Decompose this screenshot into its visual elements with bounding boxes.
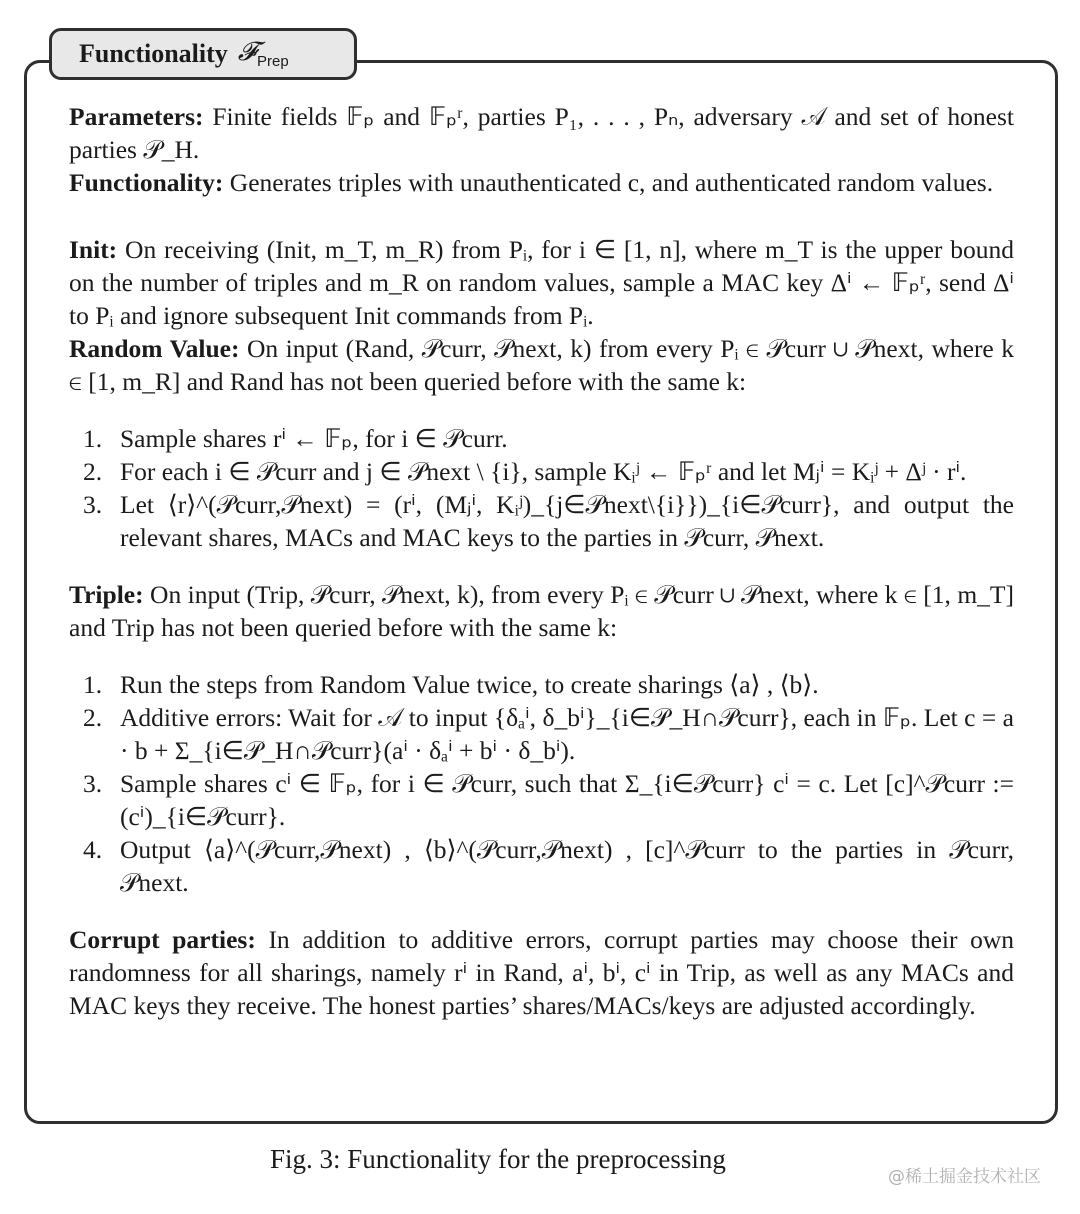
- functionality-content: [69, 100, 1014, 1022]
- random-value-heading: Random Value:: [69, 334, 240, 363]
- random-value-text: On input (Rand, 𝒫curr, 𝒫next, k) from every Pᵢ ∈ 𝒫curr ∪ 𝒫next, where k ∈ [1, m_R] and Rand has not been queried before with the same k:: [69, 334, 1015, 396]
- parameters-text: Finite fields 𝔽ₚ and 𝔽ₚʳ, parties P₁, . . . , Pₙ, adversary 𝒜 and set of honest parties 𝒫_H.: [69, 102, 1015, 164]
- list-item: 3. Sample shares cⁱ ∈ 𝔽ₚ, for i ∈ 𝒫curr, such that Σ_{i∈𝒫curr} cⁱ = c. Let [c]^𝒫curr := (cⁱ)_{i∈𝒫curr}.: [83, 769, 1014, 831]
- triple-steps: [69, 668, 1014, 899]
- init-text: On receiving (Init, m_T, m_R) from Pᵢ, for i ∈ [1, n], where m_T is the upper bound on the number of triples and m_R on random values, sample a MAC key Δⁱ ← 𝔽ₚʳ, send Δⁱ to Pᵢ and ignore subsequent Init commands from Pᵢ.: [69, 235, 1015, 330]
- list-item: 4. Output ⟨a⟩^(𝒫curr,𝒫next) , ⟨b⟩^(𝒫curr,𝒫next) , [c]^𝒫curr to the parties in 𝒫curr, 𝒫next.: [83, 835, 1014, 897]
- watermark: @稀土掘金技术社区: [888, 1167, 1041, 1187]
- title-subscript: Prep: [257, 53, 289, 71]
- random-value-steps: [69, 422, 1014, 554]
- parameters-paragraph: [69, 100, 1014, 166]
- functionality-paragraph: [69, 166, 1014, 199]
- list-item: 1. Sample shares rⁱ ← 𝔽ₚ, for i ∈ 𝒫curr.: [83, 424, 508, 453]
- triple-paragraph: [69, 578, 1014, 644]
- random-value-paragraph: [69, 332, 1014, 398]
- figure-caption: Fig. 3: Functionality for the preprocessing: [270, 1144, 726, 1174]
- triple-heading: Triple:: [69, 580, 144, 609]
- corrupt-heading: Corrupt parties:: [69, 925, 256, 954]
- list-item: 2. For each i ∈ 𝒫curr and j ∈ 𝒫next \ {i}, sample Kᵢʲ ← 𝔽ₚʳ and let Mⱼⁱ = Kᵢʲ + Δʲ · rⁱ.: [83, 457, 967, 486]
- title-symbol: 𝓕$_{Prep}$: [237, 37, 289, 71]
- corrupt-paragraph: [69, 923, 1014, 1022]
- init-heading: Init:: [69, 235, 118, 264]
- corrupt-text: In addition to additive errors, corrupt parties may choose their own randomness for all sharings, namely rⁱ in Rand, aⁱ, bⁱ, cⁱ in Trip, as well as any MACs and MAC keys they receive. The honest parties’ shares/MACs/keys are adjusted accordingly.: [69, 925, 1015, 1020]
- functionality-text: Generates triples with unauthenticated c, and authenticated random values.: [229, 168, 994, 197]
- list-item: 1. Run the steps from Random Value twice, to create sharings ⟨a⟩ , ⟨b⟩.: [83, 670, 819, 699]
- functionality-heading: Functionality:: [69, 168, 224, 197]
- title-label: Functionality: [79, 39, 228, 68]
- list-item: 2. Additive errors: Wait for 𝒜 to input {δₐⁱ, δ_bⁱ}_{i∈𝒫_H∩𝒫curr}, each in 𝔽ₚ. Let c = a · b + Σ_{i∈𝒫_H∩𝒫curr}(aⁱ · δₐⁱ + bⁱ · δ_bⁱ).: [83, 703, 1014, 765]
- init-paragraph: [69, 233, 1014, 332]
- functionality-title: [49, 28, 357, 80]
- triple-text: On input (Trip, 𝒫curr, 𝒫next, k), from every Pᵢ ∈ 𝒫curr ∪ 𝒫next, where k ∈ [1, m_T] and Trip has not been queried before with the same k:: [69, 580, 1015, 642]
- parameters-heading: Parameters:: [69, 102, 204, 131]
- list-item: 3. Let ⟨r⟩^(𝒫curr,𝒫next) = (rⁱ, (Mⱼⁱ, Kᵢʲ)_{j∈𝒫next\{i}})_{i∈𝒫curr}, and output the relevant shares, MACs and MAC keys to the parties in 𝒫curr, 𝒫next.: [83, 490, 1014, 552]
